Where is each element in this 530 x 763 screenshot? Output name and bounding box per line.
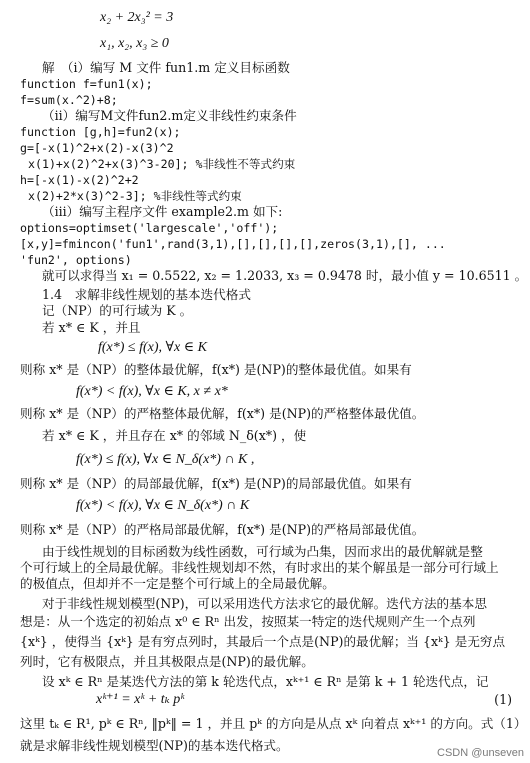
watermark: CSDN @unseven <box>437 747 524 759</box>
text-line: function [g,h]=fun2(x); <box>20 125 181 139</box>
text-line: {xᵏ} ，使得当 {xᵏ} 是有穷点列时，其最后一个点是(NP)的最优解；当 {xᵏ} 是无穷点 <box>20 634 506 649</box>
text-line: f=sum(x.^2)+8; <box>20 93 118 107</box>
text-line: 1.4 求解非线性规划的基本迭代格式 <box>42 287 251 302</box>
text-line: function f=fun1(x); <box>20 77 153 91</box>
text-line: f(x*) ≤ f(x), ∀x ∈ N_δ(x*) ∩ K , <box>76 452 255 467</box>
text-line: 个可行域上的全局最优解。非线性规划却不然，有时求出的某个解虽是一部分可行域上 <box>20 560 499 575</box>
text-line: x(1)+x(2)^2+x(3)^3-20]; %非线性不等式约束 <box>28 157 296 171</box>
text-line: x₁, x₂, x₃ ≥ 0 <box>100 36 169 51</box>
text-line: 这里 tₖ ∈ R¹, pᵏ ∈ Rⁿ, ‖pᵏ‖ = 1 ，并且 pᵏ 的方向是从点 xᵏ 向着点 xᵏ⁺¹ 的方向。式（1） <box>20 716 527 731</box>
text-line: 由于线性规划的目标函数为线性函数，可行域为凸集，因而求出的最优解就是整 <box>42 544 483 559</box>
text-line: 想是：从一个选定的初始点 x⁰ ∈ Rⁿ 出发，按照某一特定的迭代规则产生一个点列 <box>20 614 476 629</box>
text-line: 解 （i）编写 M 文件 fun1.m 定义目标函数 <box>42 60 290 75</box>
text-line: f(x*) ≤ f(x), ∀x ∈ K <box>98 340 207 355</box>
text-line: [x,y]=fmincon('fun1',rand(3,1),[],[],[],[],zeros(3,1),[], ... <box>20 237 446 251</box>
text-line: 对于非线性规划模型(NP)，可以采用迭代方法求它的最优解。迭代方法的基本思 <box>42 596 487 611</box>
text-line: 列时，它有极限点，并且其极限点是(NP)的最优解。 <box>20 654 314 669</box>
text-line: 若 x* ∈ K ，并且存在 x* 的邻域 N_δ(x*) ，使 <box>42 428 307 443</box>
text-line: xᵏ⁺¹ = xᵏ + tₖ pᵏ <box>96 692 185 707</box>
text-line: 记（NP）的可行域为 K 。 <box>42 303 193 318</box>
text-line: 的极值点，但却并不一定是整个可行域上的全局最优解。 <box>20 576 335 591</box>
text-line: f(x*) < f(x), ∀x ∈ N_δ(x*) ∩ K <box>76 498 250 513</box>
text-line: g=[-x(1)^2+x(2)-x(3)^2 <box>20 141 174 155</box>
text-line: x₂ + 2x₃² = 3 <box>100 10 174 25</box>
text-line: （ii）编写M文件fun2.m定义非线性约束条件 <box>42 108 297 123</box>
text-line: x(2)+2*x(3)^2-3]; %非线性等式约束 <box>28 189 242 203</box>
text-line: （iii）编写主程序文件 example2.m 如下: <box>42 204 283 219</box>
text-line: 则称 x* 是（NP）的整体最优解，f(x*) 是(NP)的整体最优值。如果有 <box>20 362 412 377</box>
text-line: 就是求解非线性规划模型(NP)的基本迭代格式。 <box>20 738 289 753</box>
text-line: 'fun2', options) <box>20 253 132 267</box>
text-line: 若 x* ∈ K ，并且 <box>42 320 141 335</box>
text-line: options=optimset('largescale','off'); <box>20 221 279 235</box>
text-line: 就可以求得当 x₁ = 0.5522, x₂ = 1.2033, x₃ = 0.9478 时，最小值 y = 10.6511 。 <box>42 268 528 283</box>
text-line: 则称 x* 是（NP）的局部最优解，f(x*) 是(NP)的局部最优值。如果有 <box>20 476 412 491</box>
text-line: 设 xᵏ ∈ Rⁿ 是某迭代方法的第 k 轮迭代点，xᵏ⁺¹ ∈ Rⁿ 是第 k + 1 轮迭代点，记 <box>42 674 489 689</box>
text-line: 则称 x* 是（NP）的严格局部最优解，f(x*) 是(NP)的严格局部最优值。 <box>20 522 425 537</box>
text-line: h=[-x(1)-x(2)^2+2 <box>20 173 139 187</box>
equation-number: (1) <box>494 692 512 707</box>
text-line: 则称 x* 是（NP）的严格整体最优解，f(x*) 是(NP)的严格整体最优值。 <box>20 406 425 421</box>
text-line: f(x*) < f(x), ∀x ∈ K, x ≠ x* <box>76 384 228 399</box>
